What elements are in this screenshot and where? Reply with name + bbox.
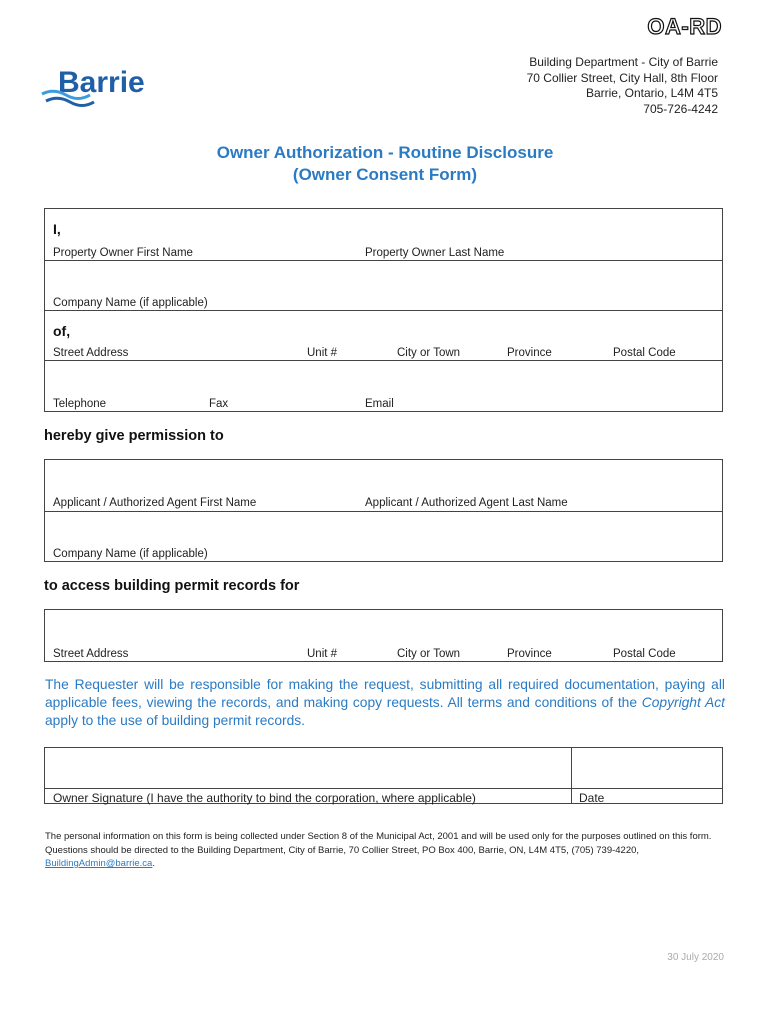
date-label: Date [579, 791, 605, 805]
copyright-act-text: Copyright Act [641, 695, 725, 711]
barrie-logo [40, 62, 160, 110]
owner-last-name-label: Property Owner Last Name [365, 247, 505, 259]
building-admin-email-link[interactable]: BuildingAdmin@barrie.ca [45, 858, 153, 869]
access-heading: to access building permit records for [44, 578, 300, 594]
dept-line: 705-726-4242 [643, 101, 718, 116]
date-input[interactable] [579, 760, 718, 784]
province-label: Province [507, 347, 552, 359]
agent-company-label: Company Name (if applicable) [53, 548, 208, 560]
title-line-1: Owner Authorization - Routine Disclosure [216, 143, 554, 162]
logo-wave-icon [46, 98, 94, 105]
signature-label: Owner Signature (I have the authority to bind the corporation, where applicable) [53, 791, 476, 805]
property-postal-label: Postal Code [613, 648, 676, 660]
agent-info-box [44, 459, 723, 562]
property-unit-label: Unit # [307, 648, 338, 660]
owner-info-box [44, 208, 723, 412]
fax-input[interactable] [207, 377, 361, 401]
email-label: Email [365, 398, 394, 410]
owner-signature-field[interactable] [49, 752, 564, 786]
of-label: of, [53, 323, 71, 339]
email-input[interactable] [365, 377, 719, 401]
owner-address-input[interactable] [53, 327, 707, 351]
i-label: I, [53, 221, 61, 237]
title-line-2: (Owner Consent Form) [292, 165, 478, 184]
postal-code-label: Postal Code [613, 347, 676, 359]
property-address-box [44, 609, 723, 662]
document-date: 30 July 2020 [667, 952, 724, 963]
department-info [420, 55, 718, 117]
dept-line: Building Department - City of Barrie [529, 55, 718, 69]
city-label: City or Town [397, 347, 461, 359]
property-city-label: City or Town [397, 648, 461, 660]
responsibility-paragraph [45, 676, 725, 731]
agent-first-name-label: Applicant / Authorized Agent First Name [53, 497, 257, 509]
dept-line: 70 Collier Street, City Hall, 8th Floor [526, 70, 718, 85]
street-address-label: Street Address [53, 347, 129, 359]
property-province-label: Province [507, 648, 552, 660]
agent-last-name-label: Applicant / Authorized Agent Last Name [365, 497, 568, 509]
privacy-text: The personal information on this form is being collected under Section 8 of the Municipal Act, 2001 and will be used only for the purposes outlined on this form. Questions should be directed to the Building Department, City of Barrie, 70 Collier Street, PO Box 400, Barrie, ON, L4M 4T5, (705) 739-4220, [45, 831, 712, 856]
fax-label: Fax [209, 398, 229, 410]
owner-company-label: Company Name (if applicable) [53, 297, 208, 309]
permission-heading: hereby give permission to [44, 428, 224, 444]
telephone-label: Telephone [53, 398, 107, 410]
logo-text: Barrie [58, 66, 145, 99]
property-street-label: Street Address [53, 648, 129, 660]
dept-line: Barrie, Ontario, L4M 4T5 [585, 86, 718, 100]
responsibility-text-2: apply to the use of building permit records. [45, 713, 305, 729]
form-title [0, 142, 770, 186]
responsibility-text-1: The Requester will be responsible for making the request, submitting all required documentation, paying all applicable fees, viewing the records, and making copy requests. All terms and conditions of the [45, 677, 725, 711]
privacy-notice [45, 830, 725, 871]
privacy-end: . [152, 858, 155, 869]
owner-first-name-label: Property Owner First Name [53, 247, 193, 259]
signature-box [44, 747, 723, 804]
unit-label: Unit # [307, 347, 338, 359]
form-code: OA-RD [647, 14, 722, 39]
